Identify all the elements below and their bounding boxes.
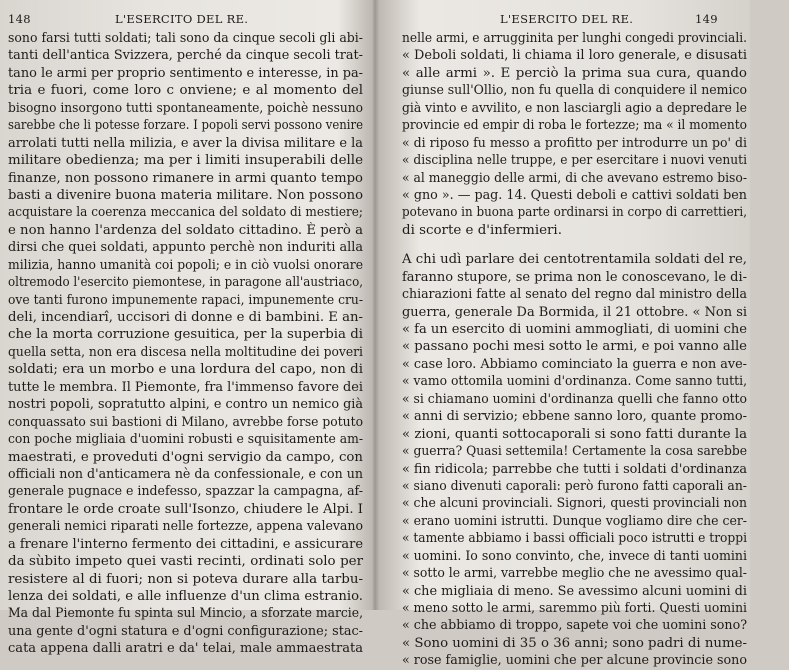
text-line: Ma dal Piemonte fu spinta sul Mincio, a sforzate marcie, bbox=[8, 606, 363, 622]
text-line: officiali non d'anticamera nè da confessionale, e con un bbox=[8, 466, 363, 482]
text-line: « vamo ottomila uomini d'ordinanza. Come sanno tutti, bbox=[402, 374, 747, 390]
text-line: sono farsi tutti soldati; tali sono da cinque secoli gli abi- bbox=[8, 31, 363, 46]
text-line: tanti dell'antica Svizzera, perché da cinque secoli trat- bbox=[8, 48, 363, 64]
text-line: militare obedienza; ma per i limiti insuperabili delle bbox=[8, 153, 363, 169]
text-line: sarebbe che li potesse forzare. I popoli servi possono venire bbox=[8, 118, 363, 134]
text-line: « Sono uomini di 35 o 36 anni; sono padri di nume- bbox=[402, 635, 747, 651]
text-line: « passano pochi mesi sotto le armi, e poi vanno alle bbox=[402, 339, 747, 355]
text-line: nostri popoli, sopratutto alpini, e contro un nemico già bbox=[8, 397, 363, 413]
left-running-head: L'ESERCITO DEL RE. bbox=[115, 12, 249, 26]
right-page bbox=[380, 0, 750, 669]
text-line: soldati; era un morbo e una lordura del capo, non di bbox=[8, 362, 363, 378]
text-line: chiarazioni fatte al senato del regno dal ministro della bbox=[402, 287, 747, 303]
text-line: « si chiamano uomini d'ordinanza quelli che fanno otto bbox=[402, 391, 747, 407]
text-line: milizia, hanno umanità coi popoli; e in ciò vuolsi onorare bbox=[8, 257, 363, 273]
text-line: « che alcuni provinciali. Signori, questi provinciali non bbox=[402, 496, 747, 512]
right-page-text bbox=[402, 30, 747, 670]
text-line: « che abbiamo di troppo, sapete voi che uomini sono? bbox=[402, 618, 747, 634]
left-page-number: 148 bbox=[8, 12, 31, 26]
paragraph-break bbox=[402, 239, 747, 251]
text-line: « che migliaia di meno. Se avessimo alcuni uomini di bbox=[402, 583, 747, 599]
text-line: oltremodo l'esercito piemontese, in paragone all'austriaco, bbox=[8, 275, 363, 291]
text-line: maestrati, e proveduti d'ogni servigio da campo, con bbox=[8, 449, 363, 465]
text-line: finanze, non possono rimanere in armi quanto tempo bbox=[8, 170, 363, 186]
left-page-header bbox=[0, 12, 370, 30]
text-line: che la morta corruzione gesuitica, per la superbia di bbox=[8, 327, 363, 343]
text-line: « fin ridicola; parrebbe che tutti i soldati d'ordinanza bbox=[402, 461, 747, 477]
text-line: « disciplina nelle truppe, e per esercitare i nuovi venuti bbox=[402, 153, 747, 169]
text-line: già vinto e avvilito, e non lasciargli agio a depredare le bbox=[402, 100, 747, 116]
text-line: quella setta, non era discesa nella moltitudine dei poveri bbox=[8, 344, 363, 360]
text-line: potevano in buona parte ordinarsi in corpo di carrettieri, bbox=[402, 205, 747, 221]
text-line: deli, incendiarî, uccisori di donne e di bambini. E an- bbox=[8, 310, 363, 325]
text-line: ove tanti furono impunemente rapaci, impunemente cru- bbox=[8, 292, 363, 308]
text-line: a frenare l'interno fermento dei cittadini, e assicurare bbox=[8, 536, 363, 552]
text-line: conquassato sui bastioni di Milano, avrebbe forse potuto bbox=[8, 414, 363, 430]
text-line: « al maneggio delle armi, di che avevano estremo biso- bbox=[402, 170, 747, 186]
text-line: arrolati tutti nella milizia, e aver la divisa militare e la bbox=[8, 135, 363, 151]
text-line: « guerra? Quasi settemila! Certamente la cosa sarebbe bbox=[402, 444, 747, 460]
text-line: una gente d'ogni statura e d'ogni configurazione; stac- bbox=[8, 623, 363, 639]
text-line: con poche migliaia d'uomini robusti e squisitamente am- bbox=[8, 432, 363, 448]
text-line: « gno ». — pag. 14. Questi deboli e cattivi soldati ben bbox=[402, 187, 747, 203]
text-line: frontare le orde croate sull'Isonzo, chiudere le Alpi. I bbox=[8, 501, 363, 517]
right-page-number: 149 bbox=[695, 12, 718, 26]
text-line: resistere al di fuori; non si poteva durare alla tarbu- bbox=[8, 571, 363, 587]
text-line: acquistare la coerenza meccanica del soldato di mestiere; bbox=[8, 205, 363, 221]
text-line: e non hanno l'ardenza del soldato cittadino. È però a bbox=[8, 222, 363, 238]
right-page-header bbox=[380, 12, 750, 30]
text-line: giunse sull'Ollio, non fu quella di conquidere il nemico bbox=[402, 83, 747, 99]
text-line: « meno sotto le armi, saremmo più forti. Questi uomini bbox=[402, 601, 747, 616]
text-line: « Deboli soldati, li chiama il loro generale, e disusati bbox=[402, 48, 747, 64]
text-line: « uomini. Io sono convinto, che, invece di tanti uomini bbox=[402, 548, 747, 564]
left-page-text bbox=[8, 30, 363, 658]
text-line: lenza dei soldati, e alle influenze d'un clima estranio. bbox=[8, 589, 363, 604]
text-line: « di riposo fu messo a profitto per introdurre un po' di bbox=[402, 135, 747, 151]
text-line: « case loro. Abbiamo cominciato la guerra e non ave- bbox=[402, 356, 747, 372]
left-page bbox=[0, 0, 370, 657]
text-line: tria e fuori, come loro c onviene; e al momento del bbox=[8, 83, 363, 99]
text-line: tutte le membra. Il Piemonte, fra l'immenso favore dei bbox=[8, 379, 363, 395]
text-line: dirsi che quei soldati, appunto perchè non induriti alla bbox=[8, 240, 363, 256]
text-line: da sùbito impeto quei vasti recinti, ordinati solo per bbox=[8, 554, 363, 570]
text-line: « zioni, quanti sottocaporali si sono fatti durante la bbox=[402, 426, 747, 442]
text-line: « erano uomini istrutti. Dunque vogliamo dire che cer- bbox=[402, 513, 747, 529]
text-line: « sotto le armi, varrebbe meglio che ne avessimo qual- bbox=[402, 566, 747, 582]
text-line: « rose famiglie, uomini che per alcune provincie sono bbox=[402, 653, 747, 669]
text-line: faranno stupore, se prima non le conoscevano, le di- bbox=[402, 269, 747, 285]
text-line: cata appena dalli aratri e da' telai, male ammaestrata bbox=[8, 641, 363, 657]
text-line: provincie ed empir di roba le fortezze; ma « il momento bbox=[402, 118, 747, 134]
text-line: tano le armi per proprio sentimento e interesse, in pa- bbox=[8, 65, 363, 81]
text-line: « anni di servizio; ebbene sanno loro, quante promo- bbox=[402, 409, 747, 425]
text-line: nelle armi, e arrugginita per lunghi congedi provinciali. bbox=[402, 31, 747, 46]
text-line: « fa un esercito di uomini ammogliati, di uomini che bbox=[402, 322, 747, 337]
text-line: guerra, generale Da Bormida, il 21 ottobre. « Non si bbox=[402, 304, 747, 320]
text-line: « tamente abbiamo i bassi officiali poco istrutti e troppi bbox=[402, 531, 747, 547]
text-line: generale pugnace e indefesso, spazzar la campagna, af- bbox=[8, 484, 363, 500]
right-running-head: L'ESERCITO DEL RE. bbox=[500, 12, 634, 26]
text-line: bisogno insorgono tutti spontaneamente, poichè nessuno bbox=[8, 100, 363, 116]
text-line: generali nemici riparati nelle fortezze, appena valevano bbox=[8, 519, 363, 535]
text-line: « siano divenuti caporali: però furono fatti caporali an- bbox=[402, 478, 747, 494]
text-line: « alle armi ». E perciò la prima sua cura, quando bbox=[402, 65, 747, 81]
text-line: di scorte e d'infermieri. bbox=[402, 222, 562, 238]
text-line: A chi udì parlare dei centotrentamila soldati del re, bbox=[402, 252, 747, 268]
text-line: basti a divenire buona materia militare. Non possono bbox=[8, 187, 363, 203]
